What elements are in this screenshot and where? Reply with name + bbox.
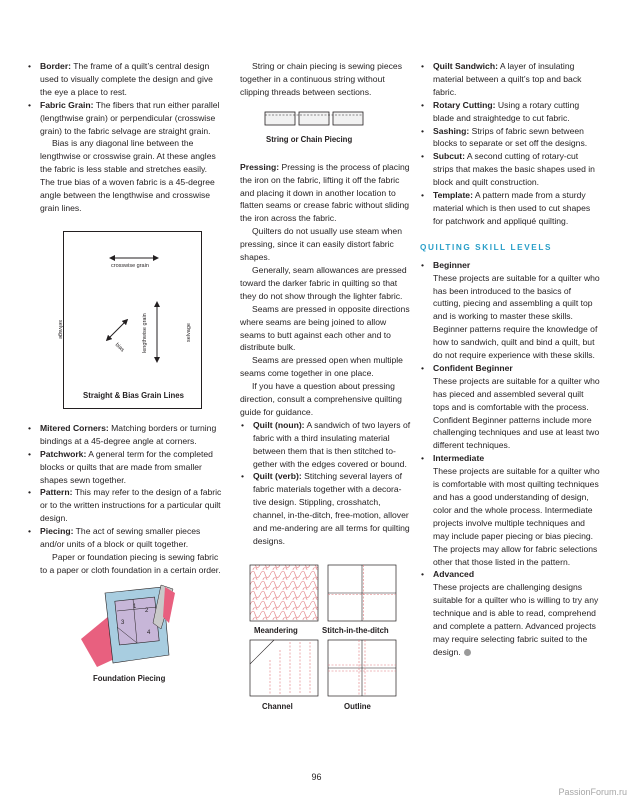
glossary-piecing: • Piecing: The act of sewing smaller pieces and/or units of a block or quilt together. bbox=[27, 525, 223, 551]
bias-arrow bbox=[108, 321, 126, 339]
pressing-p4: Seams are pressed open when multiple seams come together in one place. bbox=[240, 355, 403, 379]
foundation-figure bbox=[65, 583, 225, 683]
skill-intermediate-title: • Intermediate bbox=[420, 452, 600, 465]
string-caption: String or Chain Piecing bbox=[266, 134, 353, 144]
paper-piecing-paragraph: Paper or foundation piecing is sewing fabric to a paper or cloth foundation in a certain order. bbox=[40, 551, 221, 575]
glossary-pattern: • Pattern: This may refer to the design of a fabric or to the written instructions for a particular quilt design. bbox=[27, 486, 223, 525]
pink-strip bbox=[163, 587, 175, 623]
bias-paragraph: Bias is any diagonal line between the lengthwise or crosswise grain. At these angles the fabric is less stable and stretches easily. The true bias of a woven fabric is a 45-degree angle between the lengthwise and crosswise grain lines. bbox=[40, 138, 216, 213]
pressing-p5: If you have a question about pressing direction, consult a comprehensive quilting guide for guidance. bbox=[240, 381, 402, 417]
foundation-num-3: 3 bbox=[121, 619, 125, 626]
quilting-designs-figure bbox=[240, 560, 412, 728]
outline-caption: Outline bbox=[344, 701, 371, 711]
skill-intermediate-text: These projects are suitable for a quilter who is comfortable with most quilting techniques and has a good understanding of design, color and the whole process. Intermediate projects involve multiple techniques and may include paper piecing or bias piecing. The projects may allow for fabric selections other that those listed in the pattern. bbox=[433, 466, 600, 567]
crosswise-label: crosswise grain bbox=[111, 262, 149, 269]
grain-figure bbox=[57, 231, 202, 409]
selvage-left-label: selvage bbox=[57, 319, 63, 339]
string-piecing-paragraph: String or chain piecing is sewing pieces together in a continuous string without clipping threads between sections. bbox=[240, 61, 402, 97]
glossary-quilt-sandwich: • Quilt Sandwich: A layer of insulating material between a quilt’s top and back fabric. bbox=[420, 60, 600, 99]
column-3 bbox=[420, 60, 600, 659]
pressing-p3: Seams are pressed in opposite directions where seams are being joined to allow seams to butt against each other and to distribute bulk. bbox=[240, 303, 410, 353]
skill-confident-text: These projects are suitable for a quilter who has pieced and assembled several quilt tops and is comfortable with the process. Confident Beginner patterns include more challenging techniques and use at least two different techniques. bbox=[433, 375, 600, 451]
grain-caption: Straight & Bias Grain Lines bbox=[83, 390, 184, 400]
skill-advanced-text: These projects are challenging designs suitable for a quilter who is willing to try any technique and is able to read, comprehend and complete a pattern. Advanced projects may require selecting fabric suited to the design. bbox=[433, 582, 599, 657]
skill-confident-title: • Confident Beginner bbox=[420, 362, 600, 375]
glossary-subcut: • Subcut: A second cutting of rotary-cut strips that makes the basic shapes used in block and quilt construction. bbox=[420, 150, 600, 189]
grain-diagram bbox=[64, 232, 203, 410]
bias-label: bias bbox=[113, 341, 126, 354]
end-mark-icon bbox=[464, 649, 471, 656]
skill-advanced-title: • Advanced bbox=[420, 568, 600, 581]
channel-swatch bbox=[250, 640, 318, 696]
foundation-num-1: 1 bbox=[133, 603, 137, 610]
foundation-diagram bbox=[65, 583, 195, 671]
watermark: PassionForum.ru bbox=[558, 787, 627, 797]
skill-beginner-text: These projects are suitable for a quilter who has been introduced to the basics of cutting, piecing and assembling a quilt top and is working to master these skills. Beginner patterns require the knowledge of how to sandwich, quilt and bind a quilt, but do not require experience with these skills. bbox=[433, 272, 600, 361]
foundation-num-2: 2 bbox=[145, 607, 149, 614]
skill-levels-heading: QUILTING SKILL LEVELS bbox=[420, 242, 553, 252]
stitch-caption: Stitch-in-the-ditch bbox=[322, 625, 389, 635]
skill-beginner-title: • Beginner bbox=[420, 259, 600, 272]
column-1 bbox=[27, 60, 223, 683]
glossary-template: • Template: A pattern made from a sturdy material which is then used to cut shapes for patchwork and appliqué quilting. bbox=[420, 189, 600, 228]
glossary-patchwork: • Patchwork: A general term for the completed blocks or quilts that are made from smaller shapes sewn together. bbox=[27, 448, 223, 487]
page-number: 96 bbox=[311, 772, 322, 782]
channel-caption: Channel bbox=[262, 701, 293, 711]
selvage-right-label: selvage bbox=[186, 322, 192, 342]
glossary-pressing: Pressing: Pressing is the process of placing the iron on the fabric, lifting it off the fabric and placing it down in another location to flatten seams or crease fabric without sliding the iron across the fabric. bbox=[240, 161, 410, 224]
glossary-fabric-grain: • Fabric Grain: The fibers that run either parallel (lengthwise grain) or perpendicular (crosswise grain) to the fabric selvage are straight grain. bbox=[27, 99, 223, 138]
lengthwise-label: lengthwise grain bbox=[142, 313, 148, 353]
foundation-num-4: 4 bbox=[147, 629, 151, 636]
column-2 bbox=[240, 60, 412, 728]
glossary-quilt-noun: • Quilt (noun): A sandwich of two layers of fabric with a third insulating material between them that is then stitched to-gether with the edges covered or bound. bbox=[240, 419, 412, 471]
skill-advanced-block bbox=[420, 581, 600, 658]
glossary-quilt-verb: • Quilt (verb): Stitching several layers of fabric materials together with a decora-tive design. Stippling, crosshatch, channel, in-the-ditch, free-motion, allover and me-andering are all terms for quilting designs. bbox=[240, 470, 412, 547]
pressing-p2: Generally, seam allowances are pressed toward the darker fabric in quilting so that they do not show through the lighter fabric. bbox=[240, 264, 407, 301]
stitch-in-ditch-swatch bbox=[328, 565, 396, 621]
meandering-swatch bbox=[250, 565, 318, 621]
outline-swatch bbox=[328, 640, 396, 696]
glossary-mitered: • Mitered Corners: Matching borders or turning bindings at a 45-degree angle at corners. bbox=[27, 422, 223, 448]
glossary-border: • Border: The frame of a quilt’s central design used to visually complete the design and give the eye a place to rest. bbox=[27, 60, 223, 99]
string-diagram bbox=[260, 107, 420, 129]
meandering-caption: Meandering bbox=[254, 625, 298, 635]
string-figure bbox=[240, 107, 412, 147]
foundation-caption: Foundation Piecing bbox=[93, 673, 166, 683]
glossary-sashing: • Sashing: Strips of fabric sewn between blocks to separate or set off the designs. bbox=[420, 125, 600, 151]
pressing-p1: Quilters do not usually use steam when pressing, since it can easily distort fabric shapes. bbox=[240, 226, 402, 263]
glossary-rotary: • Rotary Cutting: Using a rotary cutting blade and straightedge to cut fabric. bbox=[420, 99, 600, 125]
